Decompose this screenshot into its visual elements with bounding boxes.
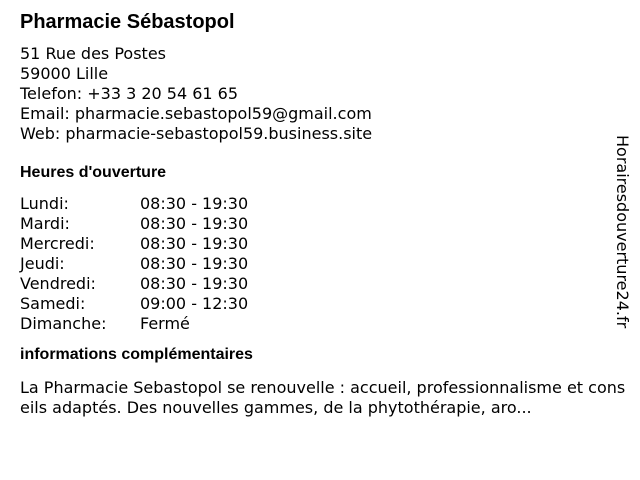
info-description: La Pharmacie Sebastopol se renouvelle : accueil, professionnalisme et conseils adaptés. Des nouvelles gammes, de la phytothérapie, aro... bbox=[20, 378, 626, 417]
day-label: Mardi: bbox=[20, 214, 70, 233]
day-label: Lundi: bbox=[20, 194, 69, 213]
day-hours: 08:30 - 19:30 bbox=[140, 274, 249, 293]
day-hours: 08:30 - 19:30 bbox=[140, 234, 249, 253]
day-hours: 08:30 - 19:30 bbox=[140, 194, 249, 213]
hours-row-saturday bbox=[20, 294, 610, 314]
day-hours: 09:00 - 12:30 bbox=[140, 294, 249, 313]
day-hours: 08:30 - 19:30 bbox=[140, 214, 249, 233]
day-hours: 08:30 - 19:30 bbox=[140, 254, 249, 273]
address-city: 59000 Lille bbox=[20, 64, 109, 83]
phone-number[interactable]: Telefon: +33 3 20 54 61 65 bbox=[20, 84, 239, 103]
website-link[interactable]: Web: pharmacie-sebastopol59.business.site bbox=[20, 124, 373, 143]
day-label: Vendredi: bbox=[20, 274, 96, 293]
hours-row-monday bbox=[20, 194, 610, 214]
day-label: Mercredi: bbox=[20, 234, 95, 253]
info-heading: informations complémentaires bbox=[20, 346, 253, 363]
hours-row-sunday bbox=[20, 314, 610, 334]
hours-table bbox=[20, 194, 610, 334]
day-label: Jeudi: bbox=[20, 254, 65, 273]
hours-heading: Heures d'ouverture bbox=[20, 164, 167, 181]
day-label: Samedi: bbox=[20, 294, 86, 313]
site-watermark: Horairesdouverture24.fr bbox=[613, 135, 632, 329]
address-street: 51 Rue des Postes bbox=[20, 44, 166, 63]
hours-row-friday bbox=[20, 274, 610, 294]
contact-block bbox=[20, 44, 610, 144]
day-label: Dimanche: bbox=[20, 314, 107, 333]
hours-row-tuesday bbox=[20, 214, 610, 234]
email-address[interactable]: Email: pharmacie.sebastopol59@gmail.com bbox=[20, 104, 372, 123]
pharmacy-name: Pharmacie Sébastopol bbox=[20, 11, 235, 33]
hours-row-thursday bbox=[20, 254, 610, 274]
day-hours: Fermé bbox=[140, 314, 190, 333]
hours-row-wednesday bbox=[20, 234, 610, 254]
